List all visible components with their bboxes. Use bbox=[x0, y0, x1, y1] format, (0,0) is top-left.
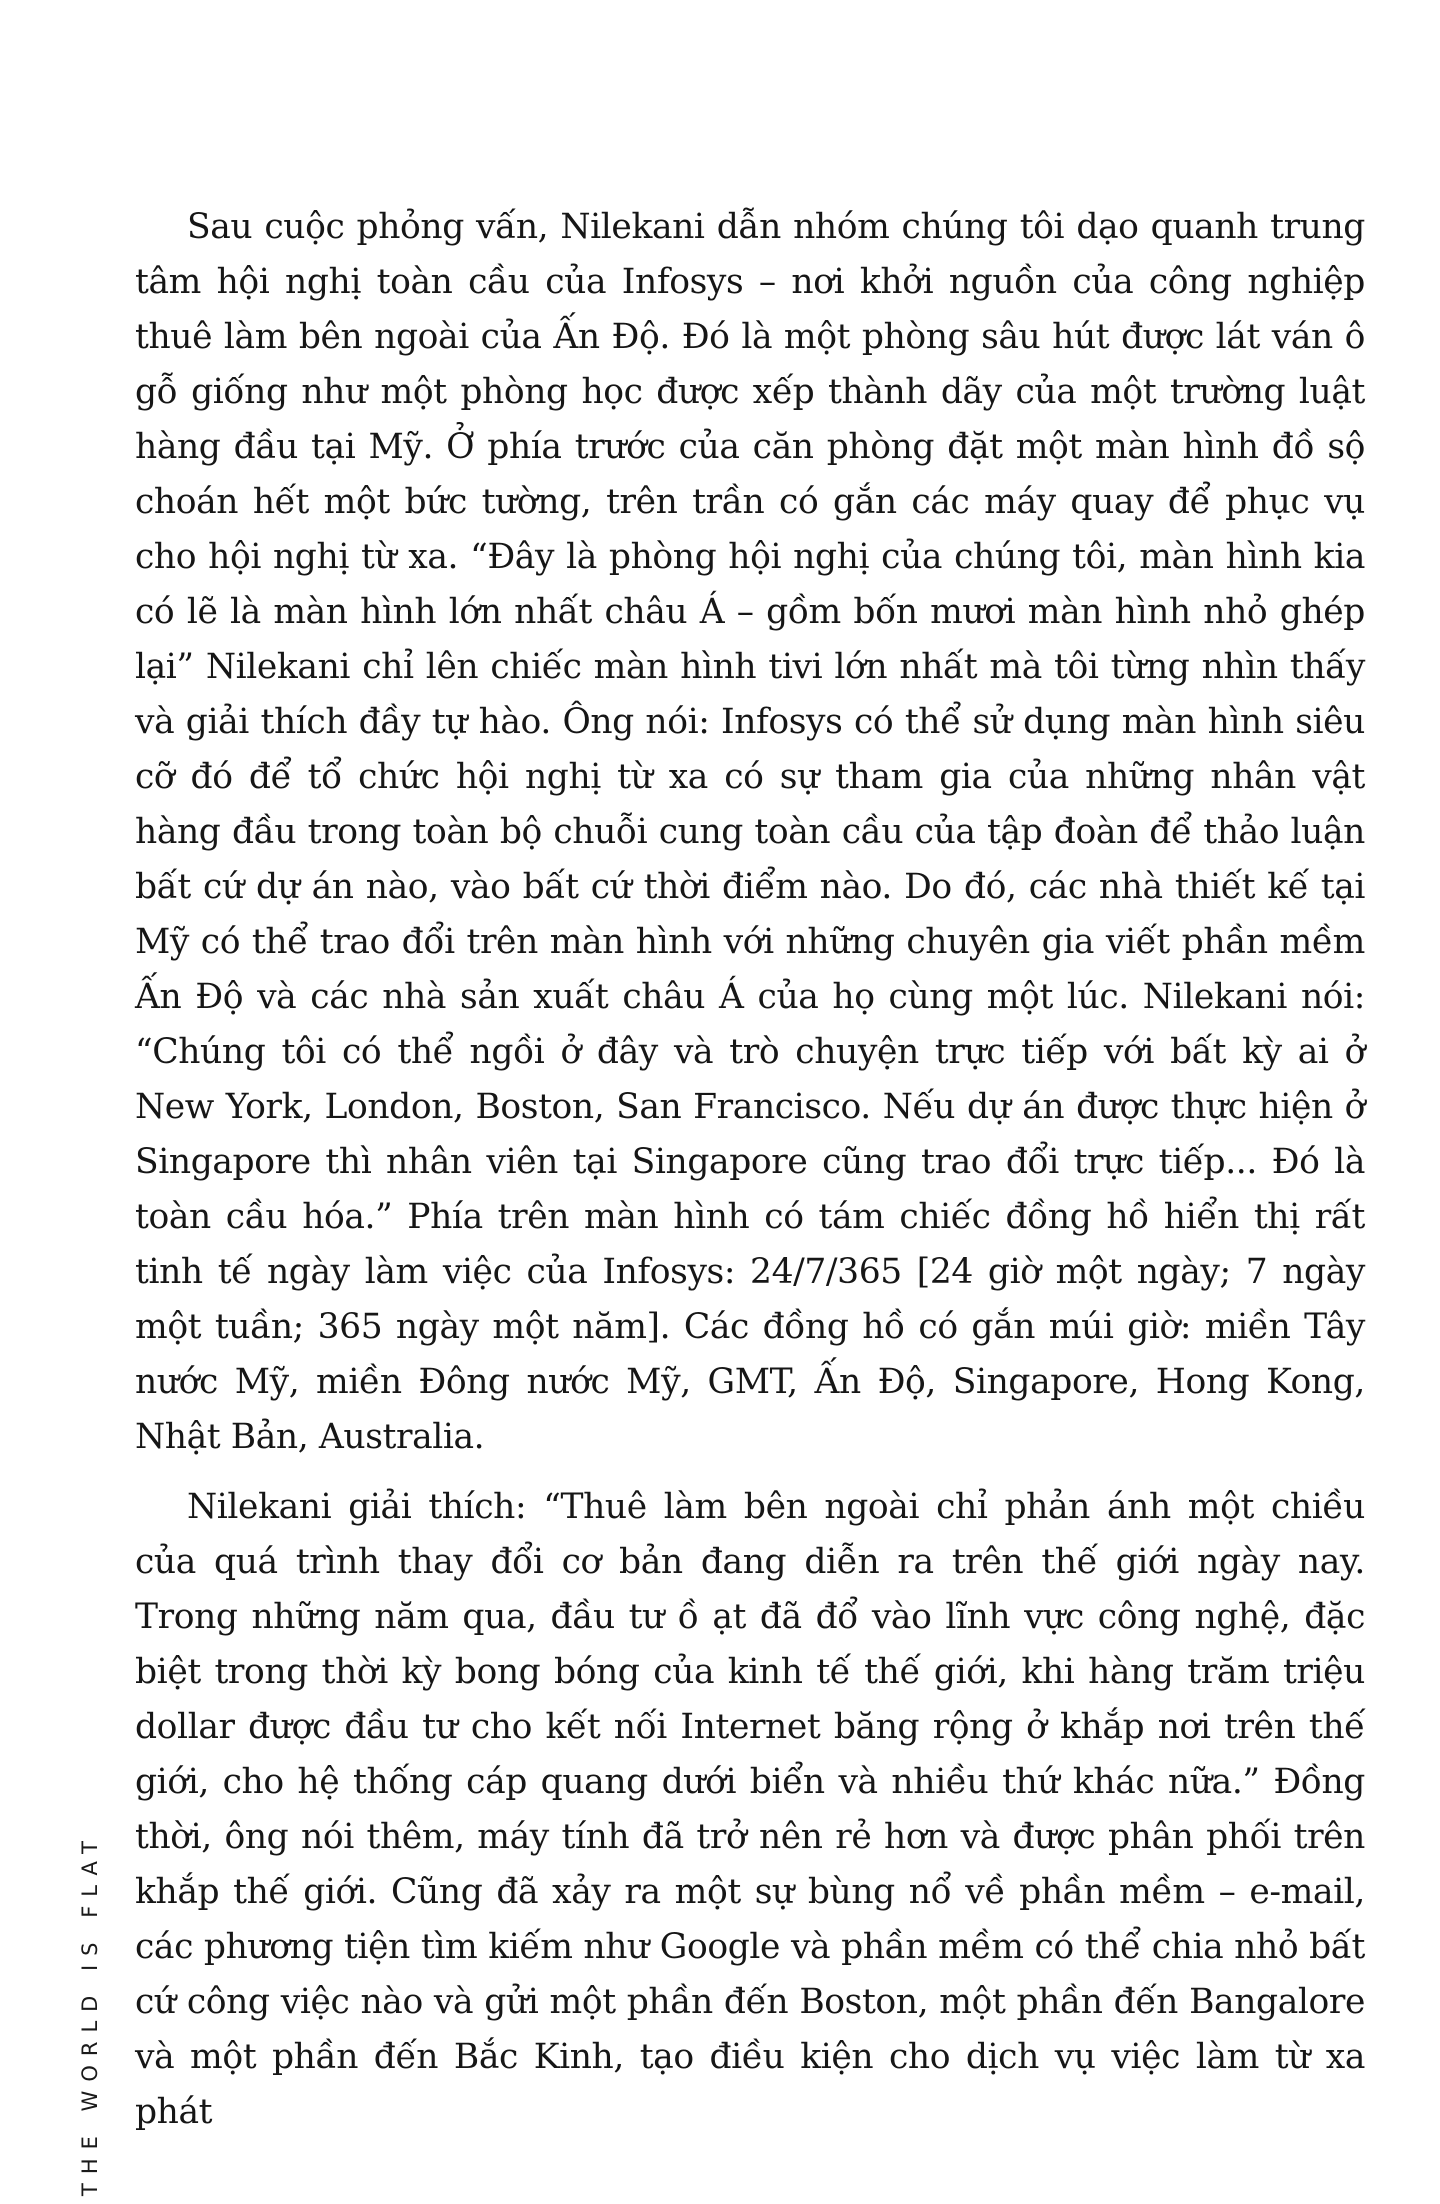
paragraph-nilekani-explains: Nilekani giải thích: “Thuê làm bên ngoài chỉ phản ánh một chiều của quá trình thay đổi cơ bản đang diễn ra trên thế giới ngày nay. Trong những năm qua, đầu tư ồ ạt đã đổ vào lĩnh vực công nghệ, đặc biệt trong thời kỳ bong bóng của kinh tế thế giới, khi hàng trăm triệu dollar được đầu tư cho kết nối Internet băng rộng ở khắp nơi trên thế giới, cho hệ thống cáp quang dưới biển và nhiều thứ khác nữa.” Đồng thời, ông nói thêm, máy tính đã trở nên rẻ hơn và được phân phối trên khắp thế giới. Cũng đã xảy ra một sự bùng nổ về phần mềm – e-mail, các phương tiện tìm kiếm như Google và phần mềm có thể chia nhỏ bất cứ công việc nào và gửi một phần đến Boston, một phần đến Bangalore và một phần đến Bắc Kinh, tạo điều kiện cho dịch vụ việc làm từ xa phát bbox=[135, 1487, 1365, 2132]
running-footer-book-title: THE WORLD IS FLAT bbox=[78, 1831, 102, 2196]
paragraph-infosys-conference-center: Sau cuộc phỏng vấn, Nilekani dẫn nhóm chúng tôi dạo quanh trung tâm hội nghị toàn cầu của Infosys – nơi khởi nguồn của công nghiệp thuê làm bên ngoài của Ấn Độ. Đó là một phòng sâu hút được lát ván ô gỗ giống như một phòng học được xếp thành dãy của một trường luật hàng đầu tại Mỹ. Ở phía trước của căn phòng đặt một màn hình đồ sộ choán hết một bức tường, trên trần có gắn các máy quay để phục vụ cho hội nghị từ xa. “Đây là phòng hội nghị của chúng tôi, màn hình kia có lẽ là màn hình lớn nhất châu Á – gồm bốn mươi màn hình nhỏ ghép lại” Nilekani chỉ lên chiếc màn hình tivi lớn nhất mà tôi từng nhìn thấy và giải thích đầy tự hào. Ông nói: Infosys có thể sử dụng màn hình siêu cỡ đó để tổ chức hội nghị từ xa có sự tham gia của những nhân vật hàng đầu trong toàn bộ chuỗi cung toàn cầu của tập đoàn để thảo luận bất cứ dự án nào, vào bất cứ thời điểm nào. Do đó, các nhà thiết kế tại Mỹ có thể trao đổi trên màn hình với những chuyên gia viết phần mềm Ấn Độ và các nhà sản xuất châu Á của họ cùng một lúc. Nilekani nói: “Chúng tôi có thể ngồi ở đây và trò chuyện trực tiếp với bất kỳ ai ở New York, London, Boston, San Francisco. Nếu dự án được thực hiện ở Singapore thì nhân viên tại Singapore cũng trao đổi trực tiếp... Đó là toàn cầu hóa.” Phía trên màn hình có tám chiếc đồng hồ hiển thị rất tinh tế ngày làm việc của Infosys: 24/7/365 [24 giờ một ngày; 7 ngày một tuần; 365 ngày một năm]. Các đồng hồ có gắn múi giờ: miền Tây nước Mỹ, miền Đông nước Mỹ, GMT, Ấn Độ, Singapore, Hong Kong, Nhật Bản, Australia. bbox=[135, 207, 1365, 1457]
body-text bbox=[135, 200, 1365, 2140]
